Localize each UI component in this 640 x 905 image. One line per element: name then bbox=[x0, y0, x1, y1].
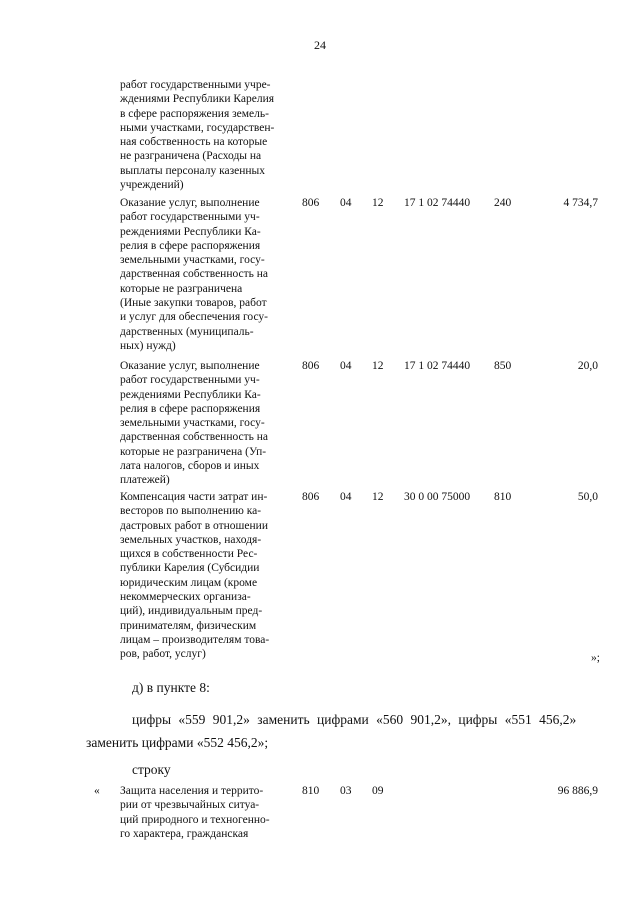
section-code: 03 bbox=[340, 785, 352, 797]
target-article-code: 30 0 00 75000 bbox=[404, 491, 471, 503]
admin-code: 806 bbox=[302, 491, 320, 503]
row-description: работ государственными учре- ждениями Республики Карелия в сфере распоряжения земель- ными участками, государствен- ная собственность на которые не разграничена (Расходы на выплаты персоналу казенных учреждений) bbox=[120, 79, 275, 192]
subsection-code: 12 bbox=[372, 491, 384, 503]
closing-quote: »; bbox=[591, 652, 600, 664]
target-article-code: 17 1 02 74440 bbox=[404, 197, 471, 209]
section-code: 04 bbox=[340, 491, 352, 503]
paragraph-stroku: строку bbox=[132, 762, 171, 777]
admin-code: 806 bbox=[302, 197, 320, 209]
admin-code: 810 bbox=[302, 785, 320, 797]
expense-type-code: 850 bbox=[494, 360, 512, 372]
opening-quote: « bbox=[94, 785, 100, 797]
amount: 4 734,7 bbox=[563, 197, 598, 209]
subsection-code: 12 bbox=[372, 360, 384, 372]
expense-type-code: 810 bbox=[494, 491, 512, 503]
page-number: 24 bbox=[314, 38, 326, 52]
subsection-code: 09 bbox=[372, 785, 384, 797]
paragraph-item-d: д) в пункте 8: bbox=[132, 680, 210, 695]
amount: 20,0 bbox=[577, 360, 598, 372]
paragraph-line: цифры «559 901,2» заменить цифрами «560 901,2», цифры «551 456,2» bbox=[132, 712, 577, 727]
target-article-code: 17 1 02 74440 bbox=[404, 360, 471, 372]
row-description: Компенсация части затрат ин- весторов по выполнению ка- дастровых работ в отношении земельных участков, находя- щихся в собственности Рес- публики Карелия (Субсидии юридическим лицам (кроме некоммерческих организа- ций), индивидуальным пред- принимателям, физическим лицам – производителям това- ров, работ, услуг) bbox=[120, 491, 270, 661]
section-code: 04 bbox=[340, 197, 352, 209]
row-description: Оказание услуг, выполнение работ государственными уч- реждениями Республики Ка- релия в сфере распоряжения земельными участками, госу- дарственная собственность на которые не разграничена (Уп- лата налогов, сборов и иных платежей) bbox=[120, 360, 269, 487]
amount: 50,0 bbox=[577, 491, 598, 503]
row-description: Защита населения и террито- рии от чрезвычайных ситуа- ций природного и техногенно- го характера, гражданская bbox=[120, 785, 270, 840]
admin-code: 806 bbox=[302, 360, 320, 372]
subsection-code: 12 bbox=[372, 197, 384, 209]
section-code: 04 bbox=[340, 360, 352, 372]
expense-type-code: 240 bbox=[494, 197, 512, 209]
amount: 96 886,9 bbox=[557, 785, 598, 797]
row-description: Оказание услуг, выполнение работ государственными уч- реждениями Республики Ка- релия в сфере распоряжения земельными участками, госу- дарственная собственность на которые не разграничена (Иные закупки товаров, работ и услуг для обеспечения госу- дарственных (муниципаль- ных) нужд) bbox=[120, 197, 269, 352]
paragraph-line: заменить цифрами «552 456,2»; bbox=[86, 735, 269, 750]
